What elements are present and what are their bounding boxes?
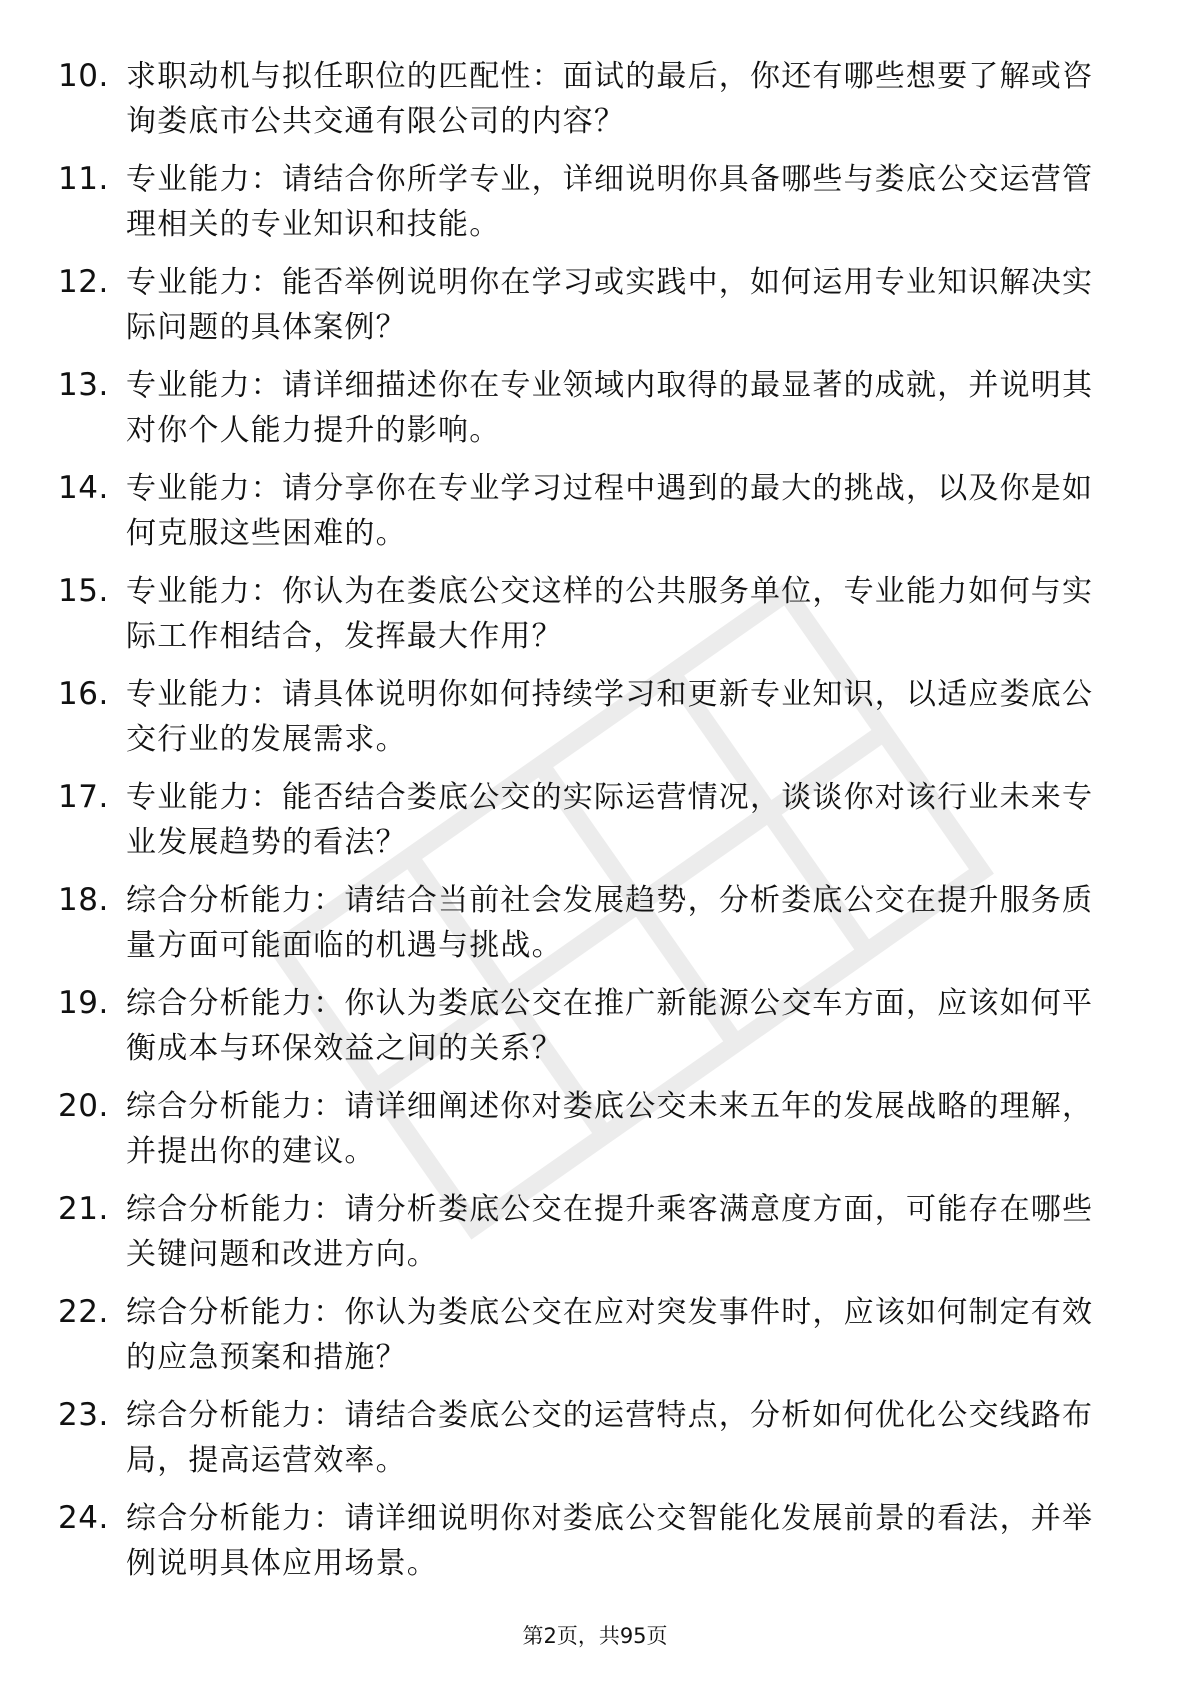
question-number: 20. xyxy=(58,1088,109,1124)
question-text: 综合分析能力：请结合娄底公交的运营特点，分析如何优化公交线路布局，提高运营效率。 xyxy=(126,1398,1094,1478)
list-item xyxy=(58,157,1118,260)
question-number: 15. xyxy=(58,573,109,609)
list-item xyxy=(58,981,1118,1084)
question-text: 专业能力：请结合你所学专业，详细说明你具备哪些与娄底公交运营管理相关的专业知识和技能。 xyxy=(126,162,1094,242)
question-text: 专业能力：能否结合娄底公交的实际运营情况，谈谈你对该行业未来专业发展趋势的看法？ xyxy=(126,780,1094,860)
list-item xyxy=(58,466,1118,569)
question-number: 23. xyxy=(58,1397,109,1433)
list-item xyxy=(58,1187,1118,1290)
question-text: 综合分析能力：你认为娄底公交在应对突发事件时，应该如何制定有效的应急预案和措施？ xyxy=(126,1295,1094,1375)
list-item xyxy=(58,260,1118,363)
question-number: 18. xyxy=(58,882,109,918)
question-text: 专业能力：请分享你在专业学习过程中遇到的最大的挑战，以及你是如何克服这些困难的。 xyxy=(126,471,1094,551)
page-footer: 第2页，共95页 xyxy=(522,1624,668,1648)
question-text: 综合分析能力：你认为娄底公交在推广新能源公交车方面，应该如何平衡成本与环保效益之间的关系？ xyxy=(126,986,1094,1066)
question-text: 综合分析能力：请详细阐述你对娄底公交未来五年的发展战略的理解，并提出你的建议。 xyxy=(126,1089,1094,1169)
list-item xyxy=(58,878,1118,981)
question-number: 10. xyxy=(58,58,109,94)
question-text: 综合分析能力：请详细说明你对娄底公交智能化发展前景的看法，并举例说明具体应用场景。 xyxy=(126,1501,1094,1581)
question-number: 21. xyxy=(58,1191,109,1227)
list-item xyxy=(58,1290,1118,1393)
question-text: 专业能力：请具体说明你如何持续学习和更新专业知识，以适应娄底公交行业的发展需求。 xyxy=(126,677,1094,757)
list-item xyxy=(58,1393,1118,1496)
question-number: 17. xyxy=(58,779,109,815)
question-number: 19. xyxy=(58,985,109,1021)
question-text: 专业能力：能否举例说明你在学习或实践中，如何运用专业知识解决实际问题的具体案例？ xyxy=(126,265,1094,345)
question-number: 13. xyxy=(58,367,109,403)
question-text: 求职动机与拟任职位的匹配性：面试的最后，你还有哪些想要了解或咨询娄底市公共交通有限公司的内容？ xyxy=(126,59,1094,139)
list-item xyxy=(58,672,1118,775)
question-number: 12. xyxy=(58,264,109,300)
question-number: 14. xyxy=(58,470,109,506)
question-text: 综合分析能力：请分析娄底公交在提升乘客满意度方面，可能存在哪些关键问题和改进方向。 xyxy=(126,1192,1094,1272)
question-number: 24. xyxy=(58,1500,109,1536)
question-text: 专业能力：你认为在娄底公交这样的公共服务单位，专业能力如何与实际工作相结合，发挥最大作用？ xyxy=(126,574,1094,654)
question-number: 22. xyxy=(58,1294,109,1330)
question-number: 16. xyxy=(58,676,109,712)
list-item xyxy=(58,54,1118,157)
list-item xyxy=(58,363,1118,466)
list-item xyxy=(58,1496,1118,1599)
question-text: 综合分析能力：请结合当前社会发展趋势，分析娄底公交在提升服务质量方面可能面临的机遇与挑战。 xyxy=(126,883,1094,963)
list-item xyxy=(58,775,1118,878)
question-number: 11. xyxy=(58,161,109,197)
list-item xyxy=(58,1084,1118,1187)
question-list xyxy=(58,54,1118,1599)
question-text: 专业能力：请详细描述你在专业领域内取得的最显著的成就，并说明其对你个人能力提升的影响。 xyxy=(126,368,1094,448)
list-item xyxy=(58,569,1118,672)
